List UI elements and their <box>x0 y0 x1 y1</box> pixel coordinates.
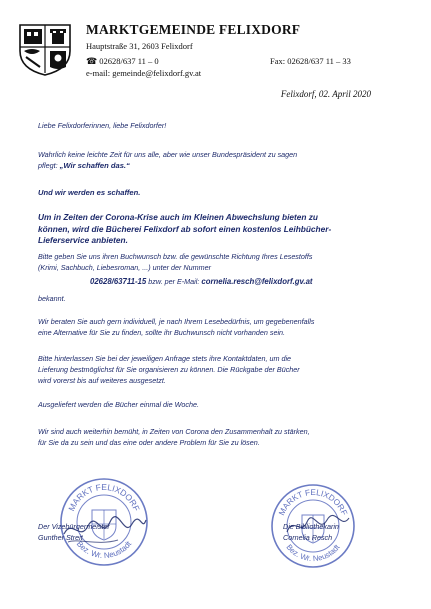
municipality-fax: Fax: 02628/637 11 – 33 <box>270 56 351 66</box>
intro-prefix: pflegt: <box>38 161 60 170</box>
intro-line-2 <box>38 161 130 171</box>
contact-line <box>90 277 313 287</box>
closing-line-2: für Sie da zu sein und das eine oder andere Problem für Sie zu lösen. <box>38 438 260 447</box>
closing-line-1: Wir sind auch weiterhin bemüht, in Zeiten von Corona den Zusammenhalt zu stärken, <box>38 427 310 436</box>
strong-statement: Und wir werden es schaffen. <box>38 188 141 197</box>
contact-mid: bzw. per E-Mail: <box>146 277 202 286</box>
svg-text:Bez. Wr. Neustadt <box>284 542 342 563</box>
advice-line-2: eine Alternative für Sie zu finden, sollte ihr Buchwunsch nicht vorhanden sein. <box>38 328 286 337</box>
letter-date: Felixdorf, 02. April 2020 <box>280 89 371 99</box>
svg-text:MARKT FELIXDORF <box>66 482 142 513</box>
headline-block <box>38 212 331 247</box>
intro-quote: „Wir schaffen das.“ <box>59 161 130 170</box>
request-line-2: (Krimi, Sachbuch, Liebesroman, ...) unter der Nummer <box>38 263 211 272</box>
headline-line: Um in Zeiten der Corona-Krise auch im Kleinen Abwechslung bieten zu <box>38 212 318 222</box>
signatory-role-left: Der Vizebürgermeister <box>38 522 110 531</box>
request-line-1: Bitte geben Sie uns ihren Buchwunsch bzw. die gewünschte Richtung Ihres Lesestoffs <box>38 252 313 261</box>
request-line-4: bekannt. <box>38 294 66 303</box>
headline-line: können, wird die Bücherei Felixdorf ab sofort einen kostenlos Leihbücher- <box>38 223 332 234</box>
intro-line-1: Wahrlich keine leichte Zeit für uns alle, aber wie unser Bundespräsident zu sagen <box>38 150 298 159</box>
coat-of-arms-icon <box>14 21 76 77</box>
stamp-text-bottom: Bez. Wr. Neustadt <box>284 542 342 564</box>
municipality-title: MARKTGEMEINDE FELIXDORF <box>86 22 301 37</box>
contact-email-link[interactable]: cornelia.resch@felixdorf.gv.at <box>201 277 313 286</box>
headline-line: Lieferservice anbieten. <box>38 235 128 246</box>
stamp-text-top: MARKT FELIXDORF <box>66 481 142 513</box>
contact-phone: 02628/63711-15 <box>90 277 147 286</box>
greeting: Liebe Felixdorferinnen, liebe Felixdorfer! <box>38 121 167 130</box>
municipality-email: e-mail: gemeinde@felixdorf.gv.at <box>86 68 202 78</box>
phone-number: 02628/637 11 – 0 <box>99 56 159 66</box>
contact-info-line-1: Bitte hinterlassen Sie bei der jeweiligen Anfrage stets ihre Kontaktdaten, um die <box>38 354 292 363</box>
contact-info-line-3: wird vorerst bis auf weiteres ausgesetzt. <box>38 376 166 385</box>
stamp-text-top: MARKT FELIXDORF <box>277 487 349 517</box>
telephone-icon: ☎ <box>86 56 98 66</box>
municipality-phone <box>86 56 159 67</box>
delivery-schedule: Ausgeliefert werden die Bücher einmal die Woche. <box>38 400 200 409</box>
contact-info-line-2: Lieferung bestmöglichst für Sie organisieren zu können. Die Rückgabe der Bücher <box>38 365 300 374</box>
signatory-role-right: Die Bibliothekarin <box>283 522 339 531</box>
stamp-text-bottom: Bez. Wr. Neustadt <box>74 539 134 561</box>
municipality-address: Hauptstraße 31, 2603 Felixdorf <box>86 41 193 51</box>
advice-line-1: Wir beraten Sie auch gern individuell, je nach Ihrem Lesebedürfnis, um gegebenenfalls <box>38 317 315 326</box>
signatory-name-left: Gunther Streit <box>38 533 83 542</box>
signatory-name-right: Cornelia Resch <box>283 533 333 542</box>
